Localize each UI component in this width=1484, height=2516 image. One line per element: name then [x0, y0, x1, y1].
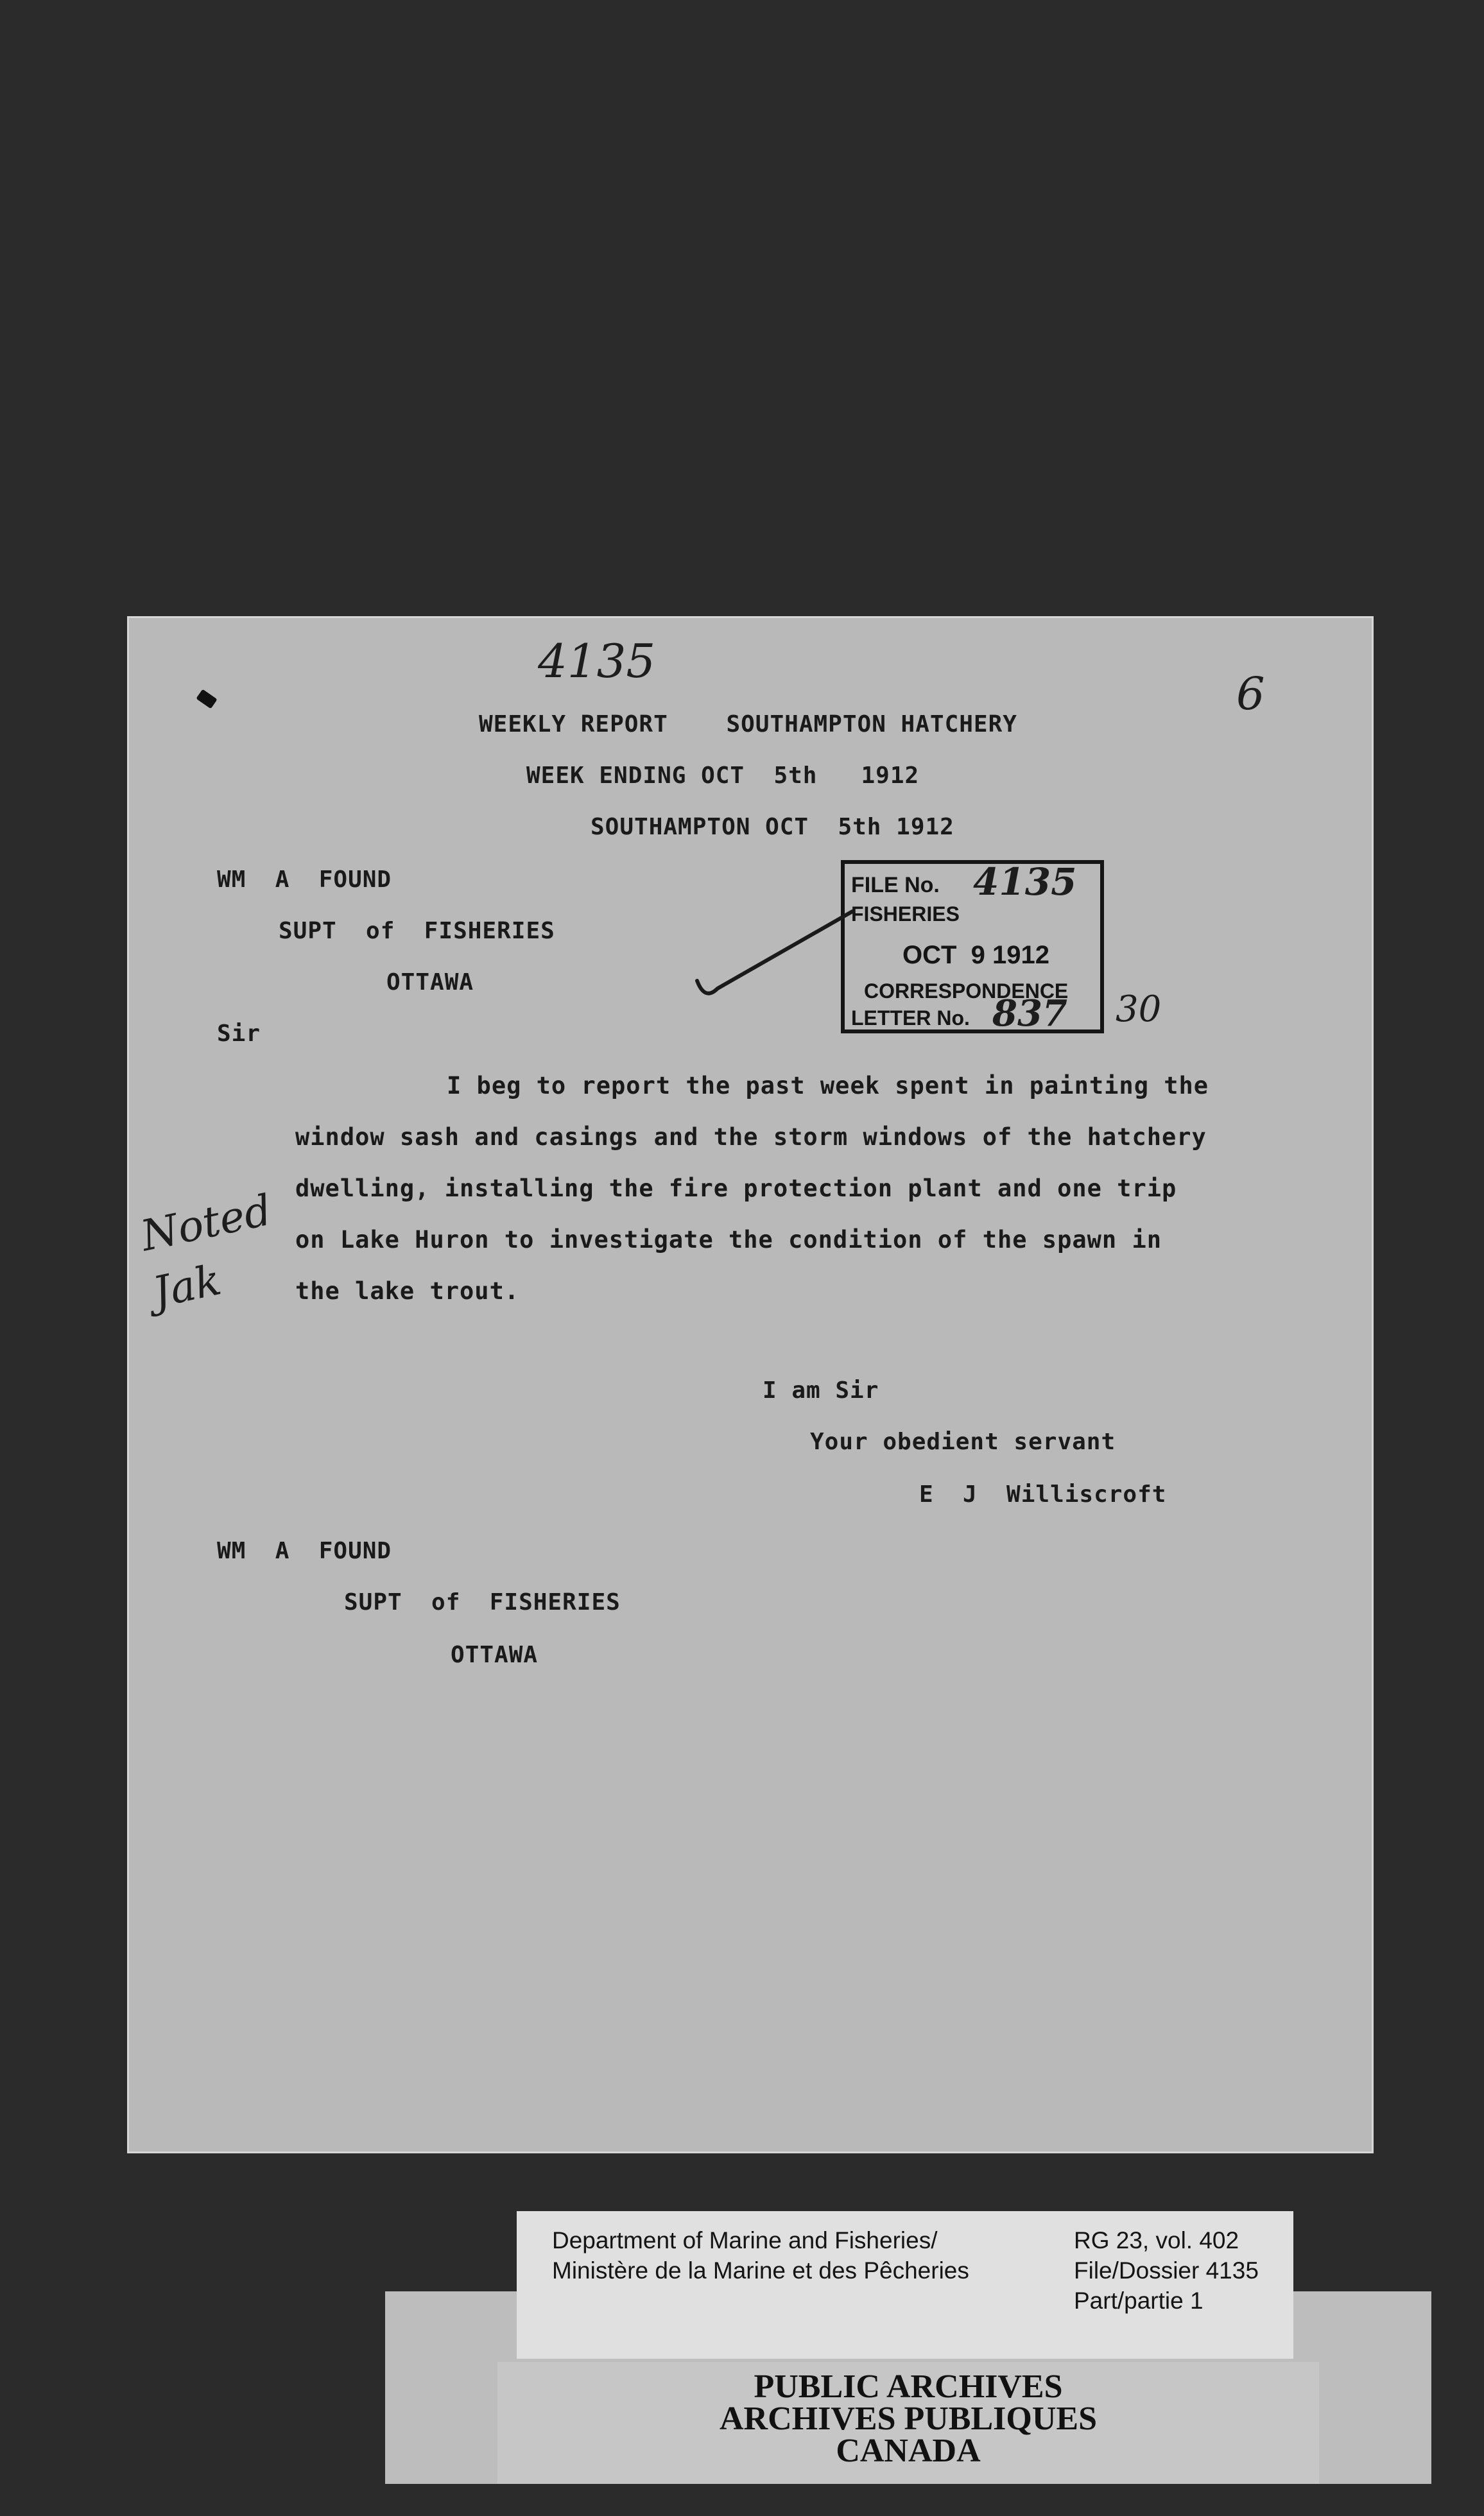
- week-ending-line: WEEK ENDING OCT 5th 1912: [526, 763, 920, 789]
- report-title: WEEKLY REPORT SOUTHAMPTON HATCHERY: [479, 711, 1017, 737]
- body-line-3: dwelling, installing the fire protection plant and one trip: [295, 1175, 1177, 1202]
- footer-title: SUPT of FISHERIES: [344, 1589, 621, 1616]
- closing-line-1: I am Sir: [763, 1377, 879, 1404]
- label-department-fr: Ministère de la Marine et des Pêcheries: [552, 2257, 969, 2284]
- closing-line-2: Your obedient servant: [810, 1429, 1116, 1455]
- addressee-title: SUPT of FISHERIES: [279, 918, 555, 944]
- body-line-4: on Lake Huron to investigate the condition of the spawn in: [295, 1226, 1162, 1254]
- label-file: File/Dossier 4135: [1074, 2257, 1259, 2284]
- body-line-5: the lake trout.: [295, 1277, 520, 1305]
- label-reference: RG 23, vol. 402: [1074, 2227, 1239, 2253]
- punch-mark: [196, 689, 217, 709]
- stamp-letter-label: LETTER No.: [851, 1006, 970, 1030]
- received-stamp: [841, 860, 1104, 1033]
- label-department-en: Department of Marine and Fisheries/: [552, 2227, 938, 2253]
- place-date-line: SOUTHAMPTON OCT 5th 1912: [591, 814, 954, 840]
- stamp-letter-number: 837: [992, 992, 1067, 1035]
- handwritten-page-number: 6: [1236, 668, 1265, 720]
- archives-line-3: CANADA: [836, 2433, 981, 2469]
- addressee-city: OTTAWA: [386, 969, 474, 995]
- letter-sheet: [127, 616, 1374, 2153]
- signature-line: E J Williscroft: [919, 1481, 1167, 1508]
- handwritten-file-number: 4135: [538, 634, 656, 688]
- handwritten-letter-suffix: 30: [1116, 988, 1162, 1030]
- salutation: Sir: [217, 1021, 261, 1047]
- archives-line-1: PUBLIC ARCHIVES: [754, 2368, 1063, 2405]
- check-mark-icon: [692, 899, 859, 1001]
- addressee-name: WM A FOUND: [217, 866, 392, 893]
- margin-note: Noted Jak: [136, 1185, 276, 1318]
- archive-stand-inner: [497, 2362, 1319, 2484]
- footer-city: OTTAWA: [451, 1642, 539, 1668]
- label-part: Part/partie 1: [1074, 2288, 1204, 2314]
- body-line-1: I beg to report the past week spent in painting the: [447, 1072, 1209, 1099]
- body-line-2: window sash and casings and the storm windows of the hatchery: [295, 1123, 1207, 1151]
- footer-name: WM A FOUND: [217, 1538, 392, 1564]
- archives-line-2: ARCHIVES PUBLIQUES: [719, 2400, 1098, 2437]
- stamp-date: OCT 9 1912: [902, 941, 1050, 969]
- stamp-correspondence: CORRESPONDENCE: [864, 979, 1069, 1003]
- stamp-department: FISHERIES: [851, 902, 960, 926]
- archive-reference-label: [517, 2211, 1293, 2359]
- stamp-file-number: 4135: [973, 860, 1077, 904]
- stamp-file-label: FILE No.: [851, 873, 940, 897]
